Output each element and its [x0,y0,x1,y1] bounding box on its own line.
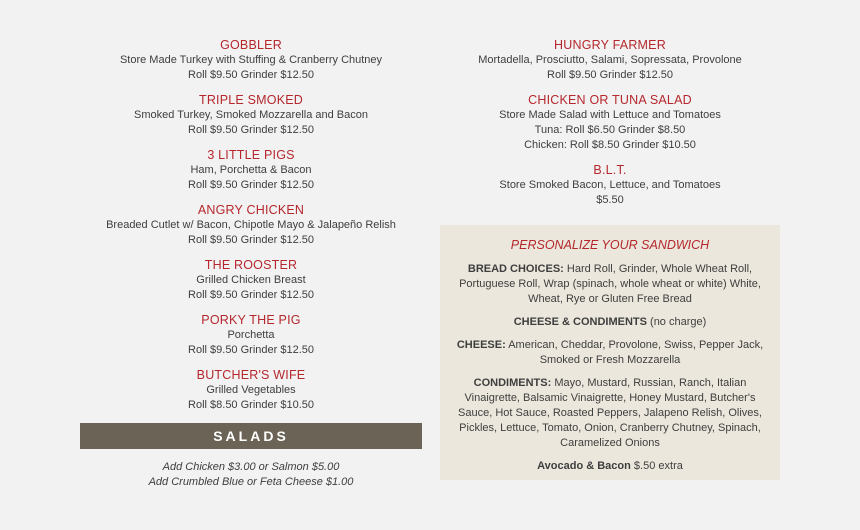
bread-choices [440,262,780,307]
salads-note: Add Chicken $3.00 or Salmon $5.00 [162,461,340,473]
cheese-text: American, Cheddar, Provolone, Swiss, Pepper Jack, Smoked or Fresh Mozzarella [505,339,764,366]
menu-item-name: BUTCHER'S WIFE [196,368,306,382]
menu-item-description: Store Made Turkey with Stuffing & Cranberry Chutney [119,54,383,66]
menu-item-description: Porchetta [227,329,275,341]
menu-item [440,38,780,83]
menu-item-description: Breaded Cutlet w/ Bacon, Chipotle Mayo & Jalapeño Relish [106,219,396,231]
menu-item-name: GOBBLER [220,38,282,52]
menu-item-name: B.L.T. [593,163,627,177]
menu-item-name: PORKY THE PIG [201,313,301,327]
menu-item [80,38,422,83]
salads-note: Add Crumbled Blue or Feta Cheese $1.00 [148,476,354,488]
menu-item [80,368,422,413]
menu-item [80,93,422,138]
menu-item [440,163,780,208]
menu-item-name: THE ROOSTER [204,258,298,272]
menu-item-price: Roll $9.50 Grinder $12.50 [188,234,314,246]
menu-item-description: Grilled Vegetables [206,384,296,396]
menu-item-description: Smoked Turkey, Smoked Mozzarella and Bacon [134,109,368,121]
menu-item [80,203,422,248]
personalize-panel [440,225,780,480]
menu-item-description: Tuna: Roll $6.50 Grinder $8.50 [534,124,686,136]
personalize-title: PERSONALIZE YOUR SANDWICH [510,238,710,252]
menu-item [80,258,422,303]
cheese-condiments [440,315,780,330]
menu-item-price: Roll $9.50 Grinder $12.50 [547,69,673,81]
menu-item-description: Store Smoked Bacon, Lettuce, and Tomatoes [499,179,721,191]
menu-item-price: $5.50 [596,194,624,206]
salads-notes [80,460,422,490]
menu-item [80,313,422,358]
menu-item-name: HUNGRY FARMER [554,38,666,52]
menu-item-description: Store Made Salad with Lettuce and Tomatoes [499,109,721,121]
menu-item [80,148,422,193]
menu-item-name: CHICKEN OR TUNA SALAD [528,93,692,107]
menu-item-description: Ham, Porchetta & Bacon [190,164,312,176]
menu-item-price: Roll $8.50 Grinder $10.50 [188,399,314,411]
menu-item-price: Roll $9.50 Grinder $12.50 [188,179,314,191]
bread-text: Hard Roll, Grinder, Whole Wheat Roll, Portuguese Roll, Wrap (spinach, whole wheat or white) White, Wheat, Rye or Gluten Free Bread [459,263,761,305]
bread-label: BREAD CHOICES: [467,263,564,275]
menu-item-description: Grilled Chicken Breast [196,274,306,286]
salads-header [80,423,422,449]
cc-text: (no charge) [646,316,707,328]
condiments-choices [440,376,780,451]
menu-item-price: Roll $9.50 Grinder $12.50 [188,289,314,301]
menu-item-name: 3 LITTLE PIGS [207,148,295,162]
avocado-label: Avocado & Bacon [537,460,631,472]
menu-item [440,93,780,153]
salads-title: SALADS [213,428,289,444]
menu-item-price: Roll $9.50 Grinder $12.50 [188,69,314,81]
right-menu-column [440,38,780,218]
cheese-choices [440,338,780,368]
cc-label: CHEESE & CONDIMENTS [513,316,647,328]
condiments-label: CONDIMENTS: [473,377,552,389]
menu-item-name: ANGRY CHICKEN [197,203,305,217]
menu-item-name: TRIPLE SMOKED [198,93,303,107]
left-menu-column [80,38,422,423]
avocado-bacon [440,459,780,474]
menu-item-price: Roll $9.50 Grinder $12.50 [188,344,314,356]
cheese-label: CHEESE: [456,339,506,351]
menu-item-price: Chicken: Roll $8.50 Grinder $10.50 [524,139,696,151]
condiments-text: Mayo, Mustard, Russian, Ranch, Italian Vinaigrette, Balsamic Vinaigrette, Honey Mustard, Butcher's Sauce, Hot Sauce, Roasted Peppers, Jalapeno Relish, Olives, Pickles, Lettuce, Tomato, Onion, Cranberry Chutney, Spinach, Caramelized Onions [458,377,762,449]
menu-item-price: Roll $9.50 Grinder $12.50 [188,124,314,136]
menu-item-description: Mortadella, Prosciutto, Salami, Sopressata, Provolone [478,54,742,66]
avocado-text: $.50 extra [630,460,683,472]
